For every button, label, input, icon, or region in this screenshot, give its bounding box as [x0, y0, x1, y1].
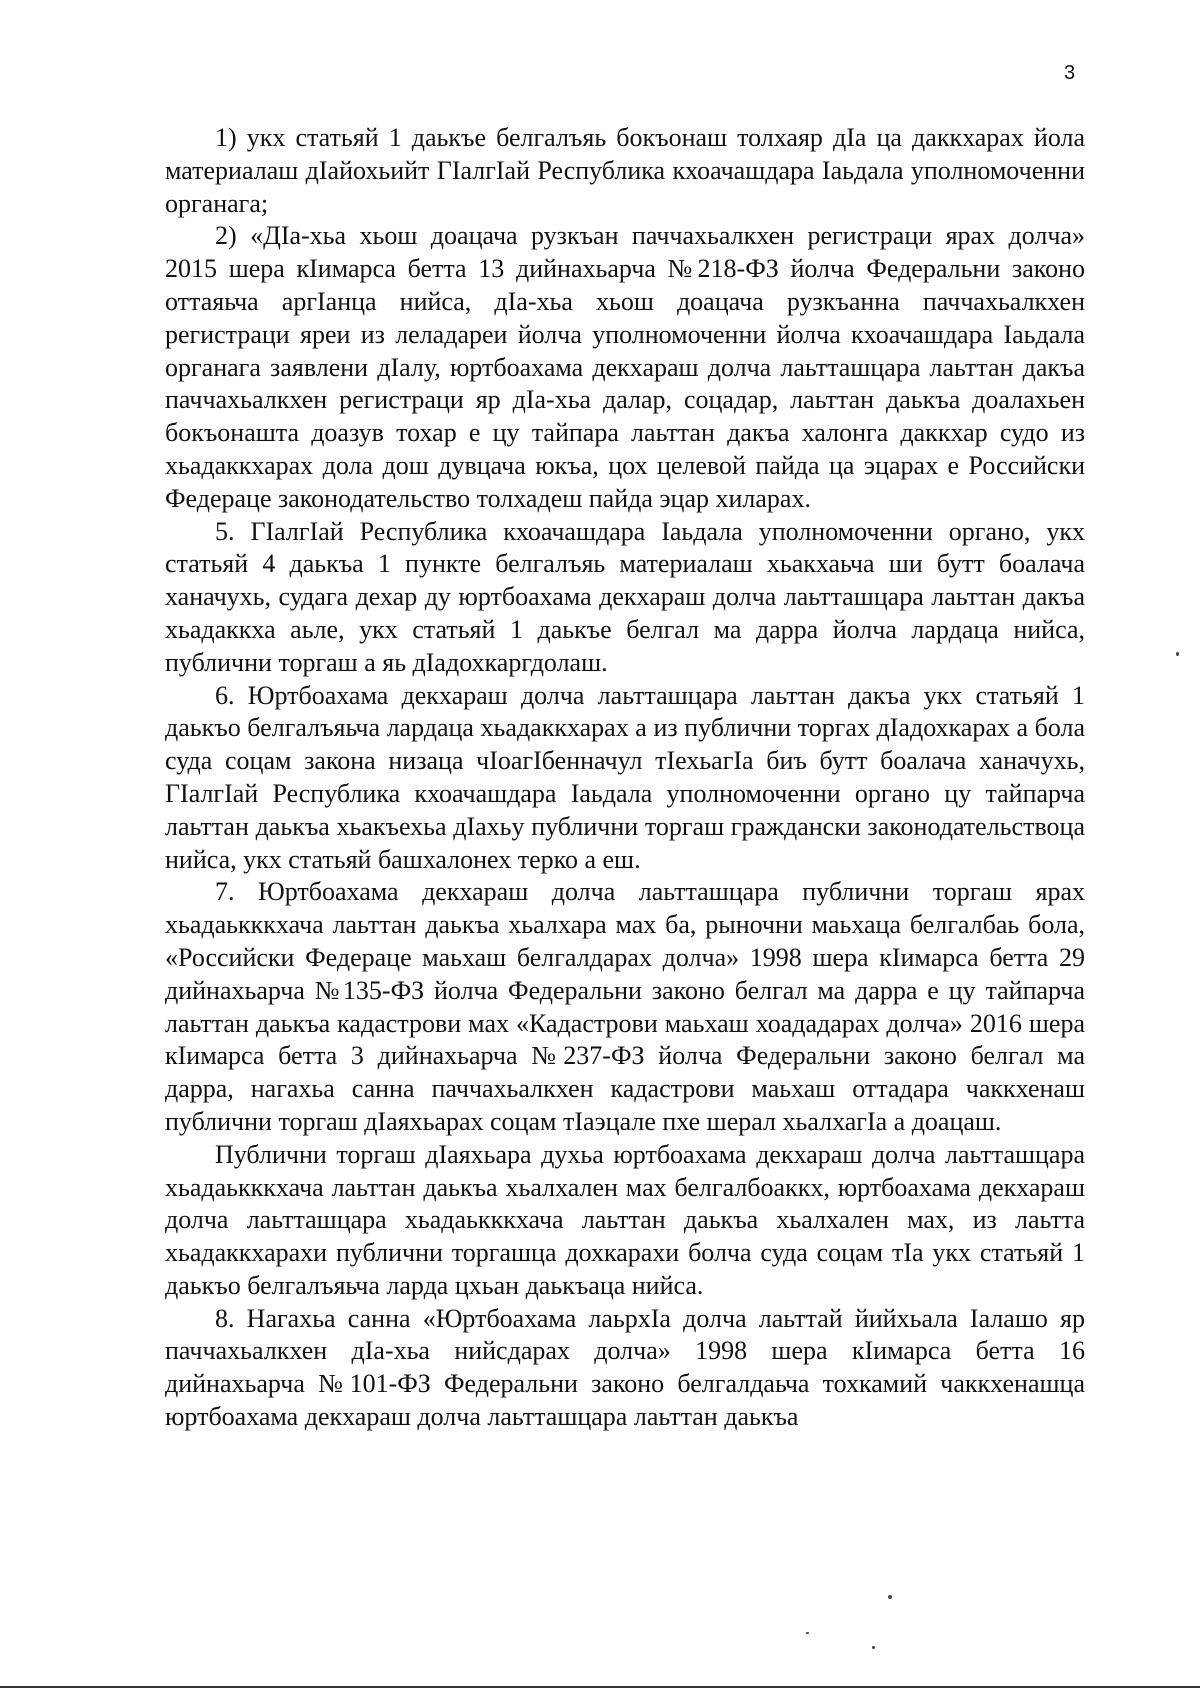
paragraph-item-6: 6. Юртбоахама декхараш долча лаьтташцара лаьттан дакъа укх статьяй 1 даькъо белгалъяьча лардаца хьадаккхарах а из публични торгах дIадохкарах а бола суда соцам закона низаца чIоагIбенначул тIехьагIа биъ бутт боалача ханачухь, ГIалгIай Республика кхоачашдара Iаьдала уполномоченни органо цу тайпарча лаьттан даькъа хьакъехьа дIахьу публични торгаш граждански законодательствоца нийса, укх статьяй башхалонех терко а еш. — [165, 680, 1085, 874]
paragraph-item-8: 8. Нагахьа санна «Юртбоахама лаьрхIа долча лаьттай йийхьала Iалашо яр паччахьалкхен дIа-хьа нийсдарах долча» 1998 шера кIимарса бетта 16 дийнахьарча №101-ФЗ Федеральни законо белгалдаьча тохкамий чаккхенашца юртбоахама декхараш долча лаьтташцара лаьттан даькъа — [165, 1303, 1085, 1432]
document-body — [165, 122, 1085, 1434]
page-number: 3 — [1064, 62, 1076, 84]
paragraph-item-5: 5. ГIалгIай Республика кхоачашдара Iаьдала уполномоченни органо, укх статьяй 4 даькъа 1 пункте белгалъяь материалаш хьакхаьча ши бутт боалача ханачухь, судага дехар ду юртбоахама декхараш долча лаьтташцара лаьттан дакъа хьадаккха аьле, укх статьяй 1 даькъе белгал ма дарра йолча лардаца нийса, публични торгаш а яь дIадохкаргдолаш. — [165, 516, 1085, 677]
scan-speck — [888, 1595, 892, 1599]
scan-speck — [806, 1632, 809, 1634]
paragraph-public-auction: Публични торгаш дIаяхьара духьа юртбоахама декхараш долча лаьтташцара хьадаькккхача лаьттан даькъа хьалхален мах белгалбоаккх, юртбоахама декхараш долча лаьтташцара хьадаькккхача лаьттан даькъа хьалхален мах, из лаьтта хьадаккхарахи публични торгашца дохкарахи болча суда соцам тIа укх статьяй 1 даькъо белгалъяьча ларда цхьан даькъаца нийса. — [165, 1139, 1085, 1300]
scan-speck — [872, 1646, 875, 1649]
scan-speck — [1176, 652, 1179, 656]
paragraph-item-2: 2) «ДIа-хьа хьош доацача рузкъан паччахьалкхен регистраци ярах долча» 2015 шера кIимарса бетта 13 дийнахьарча №218-ФЗ йолча Федеральни законо оттаяьча аргIанца нийса, дIа-хьа хьош доацача рузкъанна паччахьалкхен регистраци яреи из леладареи йолча уполномоченни йолча кхоачашдара Iаьдала органага заявлени дIалу, юртбоахама декхараш долча лаьтташцара лаьттан дакъа паччахьалкхен регистраци яр дIа-хьа далар, соцадар, лаьттан даькъа доалахьен бокъонашта доазув тохар е цу тайпара лаьттан дакъа халонга даккхар судо из хьадаккхарах дола дош дувцача юкъа, цох целевой пайда ца эцарах е Российски Федераце законодательство толхадеш пайда эцар хиларах. — [165, 221, 1085, 513]
page-bottom-edge — [0, 1686, 1200, 1688]
paragraph-item-1: 1) укх статьяй 1 даькъе белгалъяь бокъонаш толхаяр дIа ца даккхарах йола материалаш дIайохьийт ГIалгIай Республика кхоачашдара Iаьдала уполномоченни органага; — [165, 123, 1085, 218]
paragraph-item-7: 7. Юртбоахама декхараш долча лаьтташцара публични торгаш ярах хьадаькккхача лаьттан даькъа хьалхара мах ба, рыночни маьхаца белгалбаь бола, «Российски Федераце маьхаш белгалдарах долча» 1998 шера кIимарса бетта 29 дийнахьарча №135-ФЗ йолча Федеральни законо белгал ма дарра е цу тайпарча лаьттан даькъа кадастрови мах «Кадастрови маьхаш хоададарах долча» 2016 шера кIимарса бетта 3 дийнахьарча №237-ФЗ йолча Федеральни законо белгал ма дарра, нагахьа санна паччахьалкхен кадастрови маьхаш оттадара чаккхенаш публични торгаш дIаяхьарах соцам тIаэцале пхе шерал хьалхагIа а доацаш. — [165, 877, 1085, 1136]
